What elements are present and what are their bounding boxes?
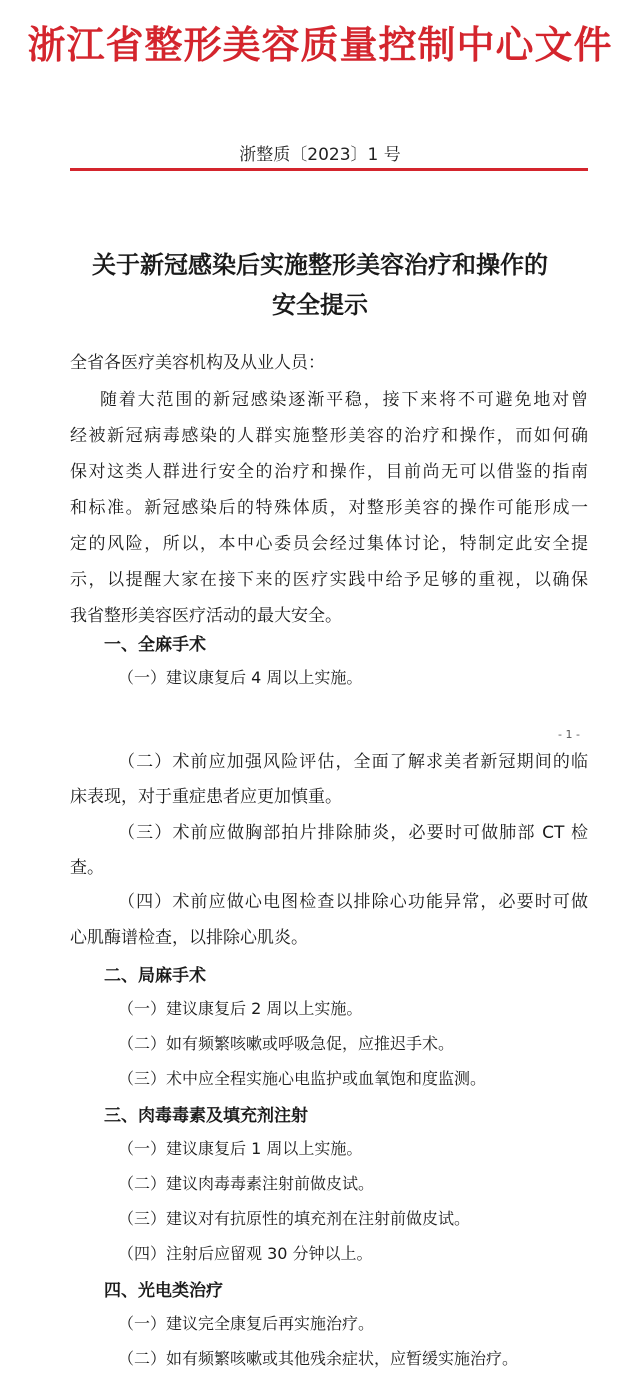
section-item: （一）建议完全康复后再实施治疗。: [118, 1314, 375, 1333]
section-item: （三）建议对有抗原性的填充剂在注射前做皮试。: [118, 1209, 471, 1228]
letterhead-red-rule: [70, 168, 588, 171]
document-title-line-2: 安全提示: [272, 291, 368, 319]
section-item: （四）术前应做心电图检查以排除心功能异常，必要时可做: [118, 892, 588, 912]
section-item: （二）术前应加强风险评估，全面了解求美者新冠期间的临: [118, 752, 588, 772]
intro-line: 经被新冠病毒感染的人群实施整形美容的治疗和操作，而如何确: [70, 426, 588, 446]
section-item: （三）术前应做胸部拍片排除肺炎，必要时可做肺部 CT 检: [118, 823, 588, 843]
intro-line: 定的风险，所以，本中心委员会经过集体讨论，特制定此安全提: [70, 534, 588, 554]
intro-line: 随着大范围的新冠感染逐渐平稳，接下来将不可避免地对曾: [100, 390, 588, 410]
intro-line: 保对这类人群进行安全的治疗和操作，目前尚无可以借鉴的指南: [70, 462, 588, 482]
document-title-line-1: 关于新冠感染后实施整形美容治疗和操作的: [92, 251, 548, 279]
section-item: （一）建议康复后 2 周以上实施。: [118, 999, 363, 1018]
section-heading-local-anesthesia: 二、局麻手术: [104, 966, 206, 986]
intro-line: 我省整形美容医疗活动的最大安全。: [70, 606, 342, 626]
section-item: （一）建议康复后 1 周以上实施。: [118, 1139, 363, 1158]
section-item-continued: 床表现，对于重症患者应更加慎重。: [70, 787, 342, 807]
page-number: - 1 -: [558, 728, 580, 741]
section-item: （四）注射后应留观 30 分钟以上。: [118, 1244, 373, 1263]
section-item: （二）如有频繁咳嗽或呼吸急促，应推迟手术。: [118, 1034, 455, 1053]
section-item-continued: 心肌酶谱检查，以排除心肌炎。: [70, 928, 308, 948]
section-item: （三）术中应全程实施心电监护或血氧饱和度监测。: [118, 1069, 487, 1088]
section-item: （二）如有频繁咳嗽或其他残余症状，应暂缓实施治疗。: [118, 1349, 519, 1368]
section-item: （一）建议康复后 4 周以上实施。: [118, 668, 363, 687]
letterhead-title: 浙江省整形美容质量控制中心文件: [27, 22, 613, 67]
section-item: （二）建议肉毒毒素注射前做皮试。: [118, 1174, 375, 1193]
section-heading-photoelectric: 四、光电类治疗: [104, 1281, 223, 1301]
section-heading-botox-filler: 三、肉毒毒素及填充剂注射: [104, 1106, 308, 1126]
section-heading-general-anesthesia: 一、全麻手术: [104, 635, 206, 655]
intro-line: 示，以提醒大家在接下来的医疗实践中给予足够的重视，以确保: [70, 570, 588, 590]
document-number: 浙整质〔2023〕1 号: [239, 145, 401, 165]
section-item-continued: 查。: [70, 858, 104, 878]
intro-line: 和标准。新冠感染后的特殊体质，对整形美容的操作可能形成一: [70, 498, 588, 518]
salutation: 全省各医疗美容机构及从业人员：: [70, 353, 325, 373]
